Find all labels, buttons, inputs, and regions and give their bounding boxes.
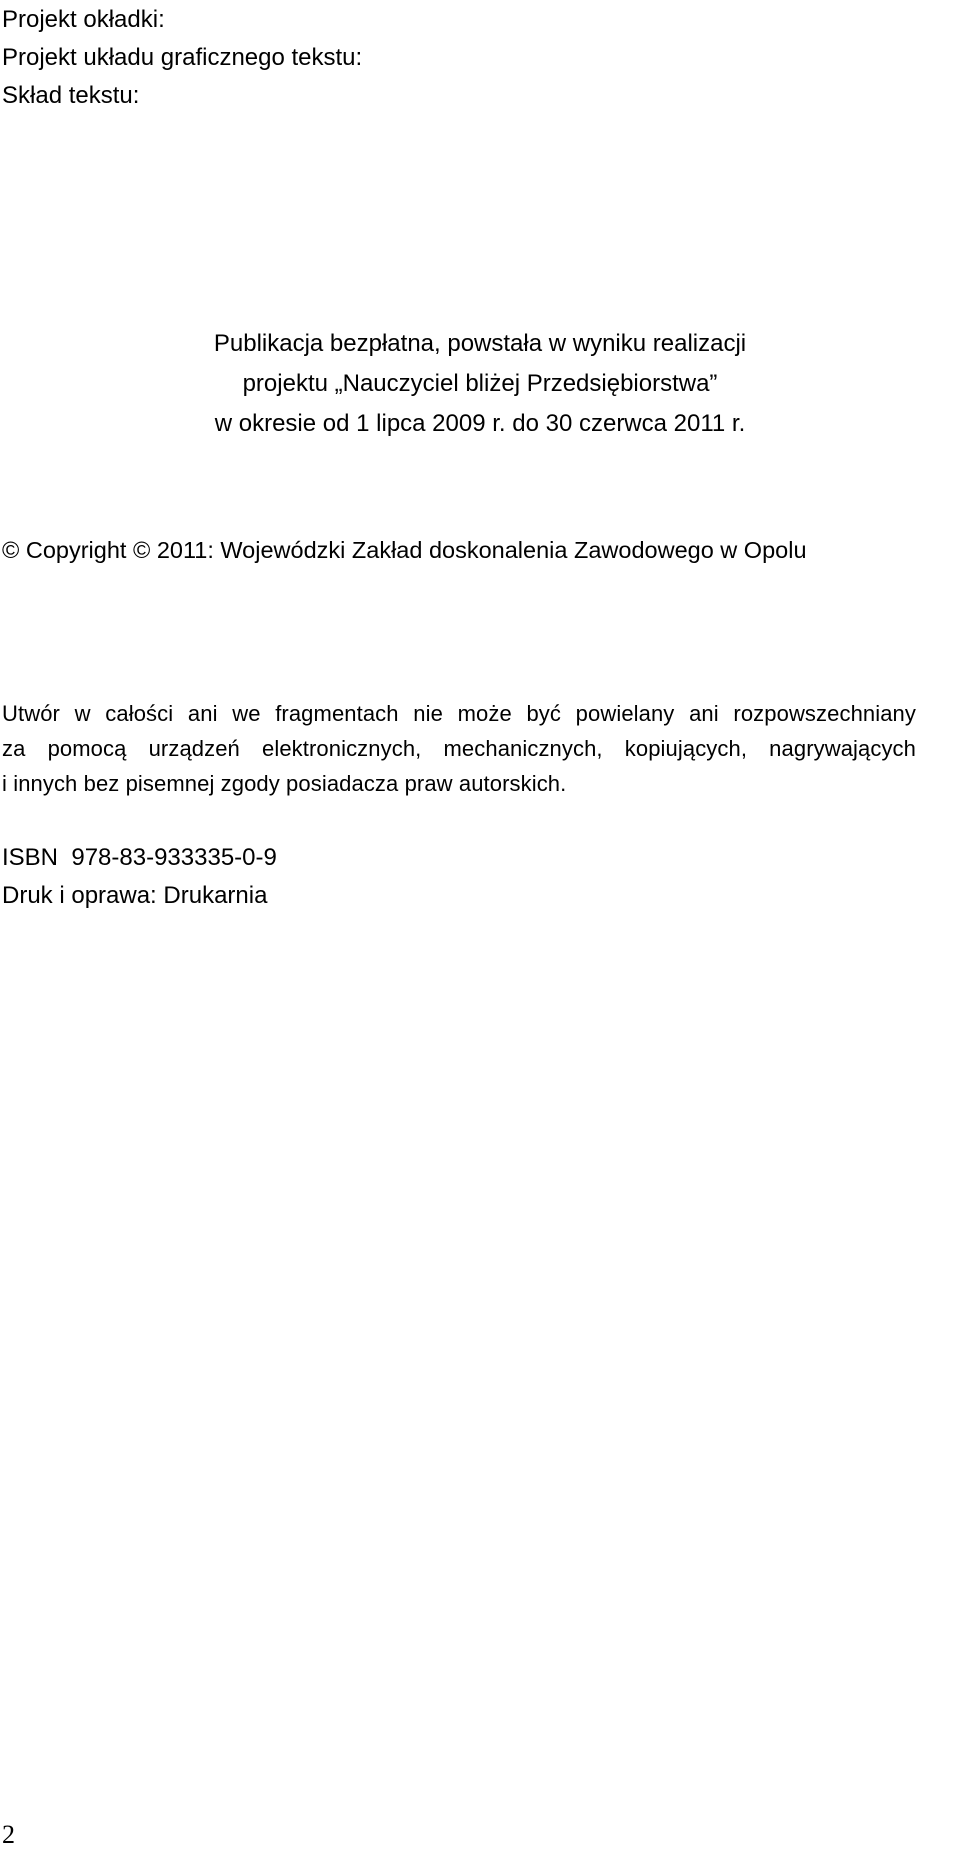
copyright-notice xyxy=(2,536,807,564)
page-number: 2 xyxy=(2,1820,15,1849)
typesetting-credit: Skład tekstu: xyxy=(2,82,140,109)
copyright-holder: 2011: Wojewódzki Zakład doskonalenia Zawodowego w Opolu xyxy=(156,537,807,563)
rights-line-3: i innych bez pisemnej zgody posiadacza praw autorskich. xyxy=(2,771,567,796)
publication-line-3: w okresie od 1 lipca 2009 r. do 30 czerwca 2011 r. xyxy=(214,410,746,437)
cover-design-credit: Projekt okładki: xyxy=(2,6,165,33)
layout-design-credit: Projekt układu graficznego tekstu: xyxy=(2,44,363,71)
copyright-symbol-icon: © xyxy=(2,537,20,563)
rights-line-1: Utwór w całości ani we fragmentach nie może być powielany ani rozpowszechniany xyxy=(2,701,916,726)
publication-line-2: projektu „Nauczyciel bliżej Przedsiębiorstwa” xyxy=(242,370,718,397)
rights-statement xyxy=(2,696,916,801)
copyright-symbol-icon: © xyxy=(132,537,151,563)
copyright-label: Copyright xyxy=(25,537,127,563)
isbn-number: ISBN 978-83-933335-0-9 xyxy=(2,844,277,871)
publication-line-1: Publikacja bezpłatna, powstała w wyniku realizacji xyxy=(213,330,747,357)
rights-line-2: za pomocą urządzeń elektronicznych, mechanicznych, kopiujących, nagrywających xyxy=(2,736,916,761)
printing-info: Druk i oprawa: Drukarnia xyxy=(2,882,268,909)
